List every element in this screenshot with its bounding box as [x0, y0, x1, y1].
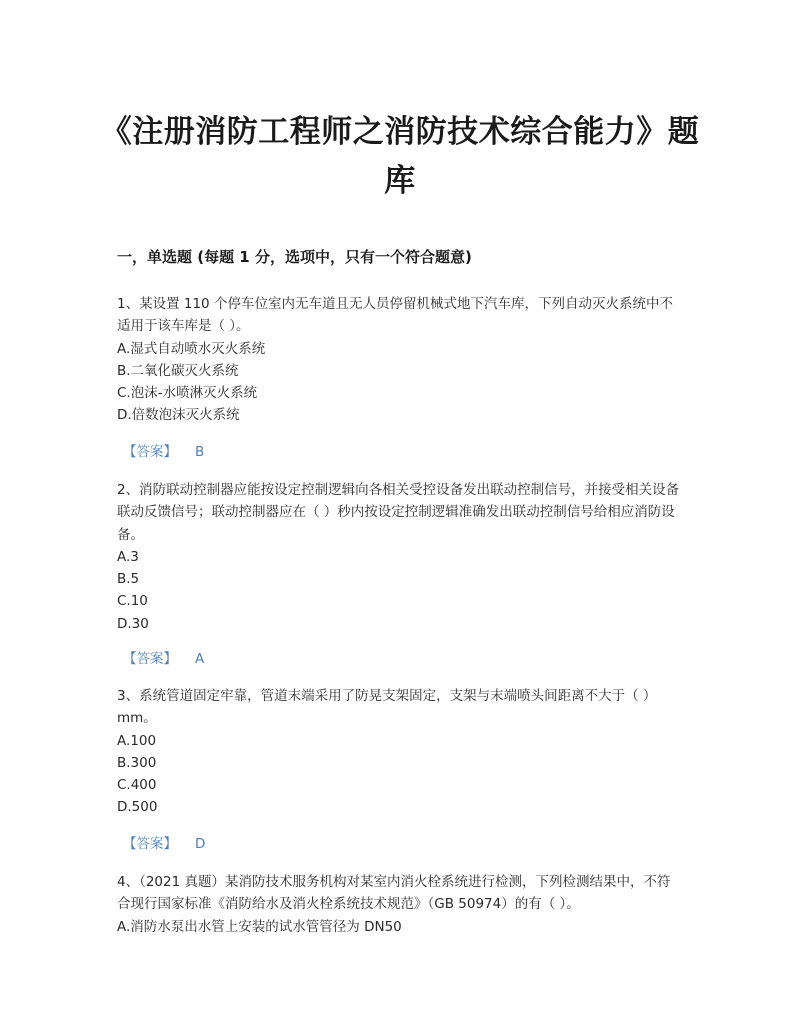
option-b: B.300: [117, 754, 157, 771]
option-a: A.100: [117, 732, 157, 749]
option-c: C.10: [117, 593, 148, 610]
section-heading: 一，单选题 (每题 1 分，选项中，只有一个符合题意): [117, 248, 472, 266]
question-stem: 1、某设置 110 个停车位室内无车道且无人员停留机械式地下汽车库，下列自动灭火系统中不适用于该车库是（ ）。: [117, 296, 673, 335]
question-stem: 3、系统管道固定牢靠，管道末端采用了防晃支架固定，支架与末端喷头间距离不大于（ ）mm。: [117, 688, 657, 727]
question-3: [117, 685, 683, 819]
question-stem: 2、消防联动控制器应能按设定控制逻辑向各相关受控设备发出联动控制信号，并接受相关设备联动反馈信号；联动控制器应在（ ）秒内按设定控制逻辑准确发出联动控制信号给相应消防设备。: [117, 482, 680, 543]
question-stem: 4、（2021 真题）某消防技术服务机构对某室内消火栓系统进行检测，下列检测结果中，不符合现行国家标准《消防给水及消火栓系统技术规范》（GB 50974）的有（ ）。: [117, 874, 671, 913]
answer-2: [123, 648, 204, 670]
question-4: [117, 871, 683, 938]
option-b: B.5: [117, 571, 140, 588]
answer-value: B: [195, 444, 205, 460]
option-d: D.倍数泡沫灭火系统: [117, 407, 240, 424]
answer-value: D: [195, 836, 206, 852]
answer-label: 【答案】: [123, 836, 177, 852]
option-a: A.湿式自动喷水灭火系统: [117, 340, 266, 357]
page-title: 《注册消防工程师之消防技术综合能力》题库: [100, 114, 700, 199]
question-2: [117, 479, 683, 635]
option-d: D.500: [117, 799, 158, 816]
option-b: B.二氧化碳灭火系统: [117, 362, 239, 379]
question-1: [117, 293, 683, 427]
option-d: D.30: [117, 615, 149, 632]
option-c: C.泡沫-水喷淋灭火系统: [117, 385, 258, 402]
option-c: C.400: [117, 777, 157, 794]
answer-3: [123, 833, 205, 855]
answer-label: 【答案】: [123, 651, 177, 667]
answer-value: A: [195, 651, 205, 667]
option-a: A.3: [117, 548, 139, 565]
answer-1: [123, 441, 204, 463]
option-a: A.消防水泵出水管上安装的试水管管径为 DN50: [117, 918, 402, 935]
answer-label: 【答案】: [123, 444, 177, 460]
